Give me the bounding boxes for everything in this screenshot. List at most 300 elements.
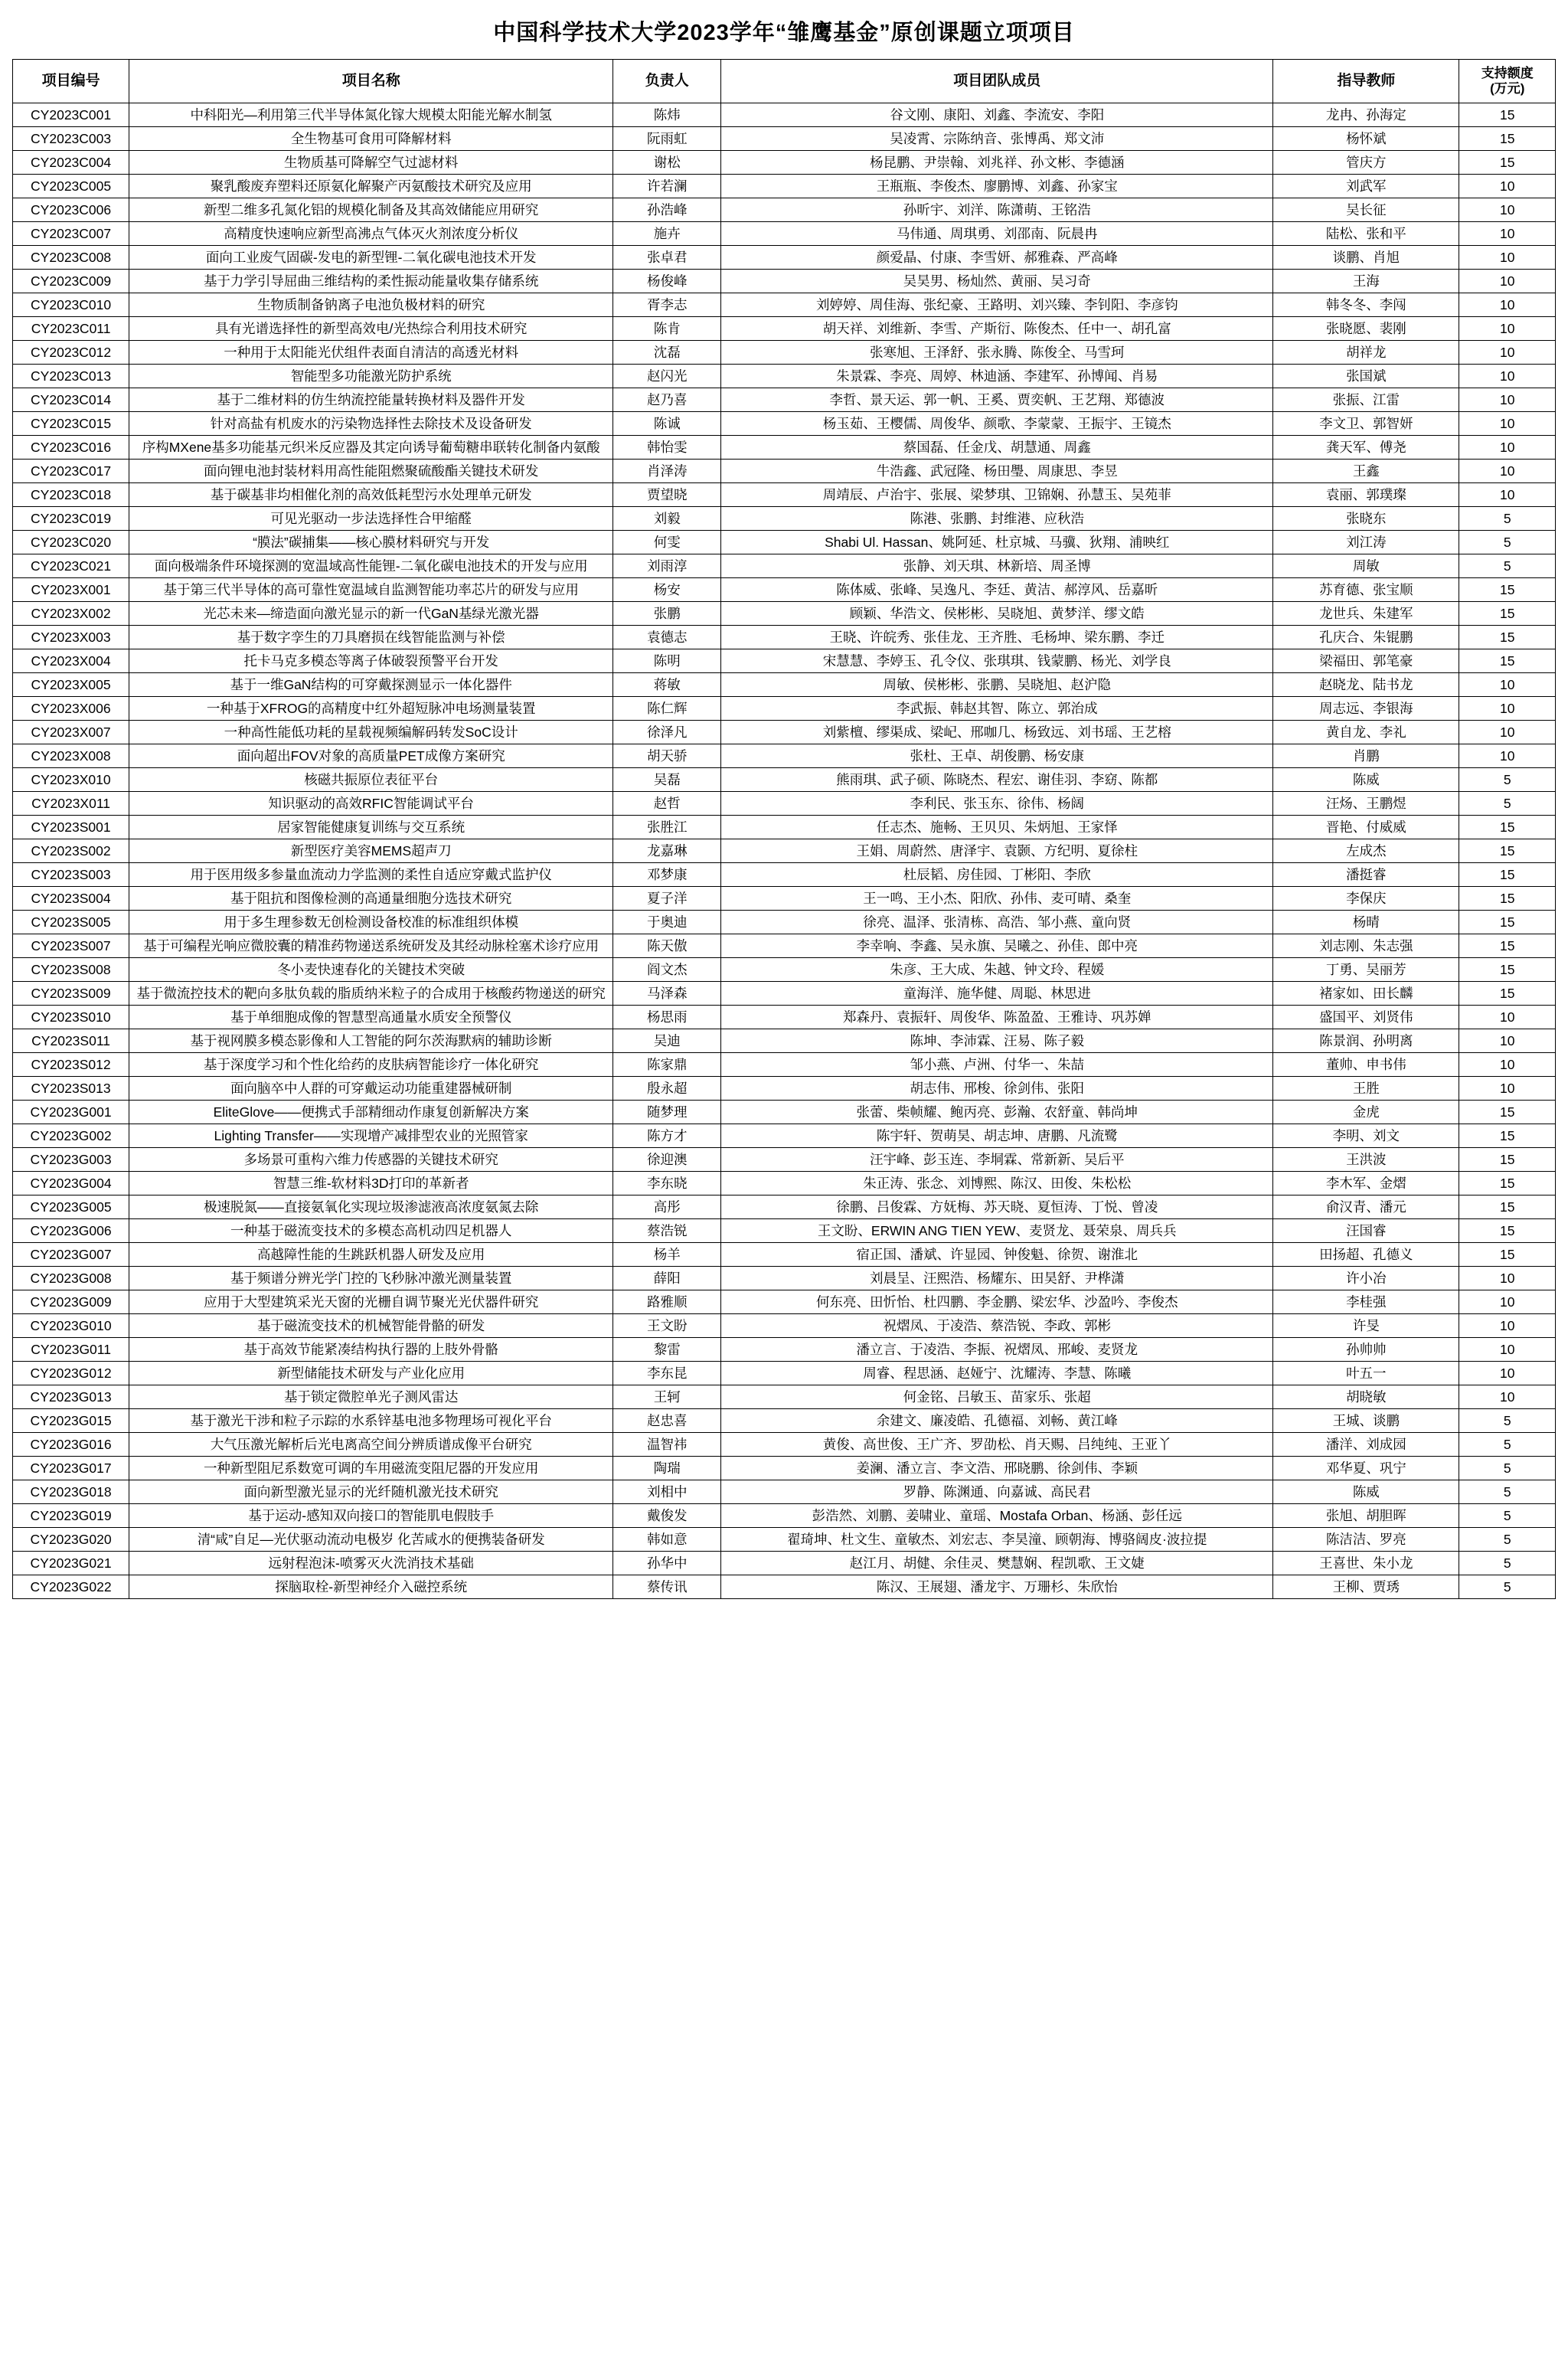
project-team: 徐鹏、吕俊霖、方妩梅、苏天晓、夏恒涛、丁悦、曾凌 <box>721 1195 1273 1219</box>
project-name: 聚乳酸废弃塑料还原氨化解聚产丙氨酸技术研究及应用 <box>129 175 613 198</box>
project-leader: 阮雨虹 <box>613 127 721 151</box>
project-code: CY2023G007 <box>13 1243 129 1267</box>
project-team: 王文盼、ERWIN ANG TIEN YEW、麦贤龙、聂荣泉、周兵兵 <box>721 1219 1273 1243</box>
project-amount: 15 <box>1459 578 1556 602</box>
project-team: 李武振、韩赵其智、陈立、郭治成 <box>721 697 1273 721</box>
table-row <box>13 744 1556 768</box>
table-row <box>13 1362 1556 1385</box>
project-name: 可见光驱动一步法选择性合甲缩醛 <box>129 507 613 531</box>
project-leader: 温智祎 <box>613 1433 721 1457</box>
project-amount: 5 <box>1459 1504 1556 1528</box>
project-name: 核磁共振原位表征平台 <box>129 768 613 792</box>
project-amount: 10 <box>1459 697 1556 721</box>
project-amount: 15 <box>1459 1148 1556 1172</box>
project-leader: 陈天傲 <box>613 934 721 958</box>
table-row <box>13 1219 1556 1243</box>
project-mentor: 盛国平、刘贤伟 <box>1273 1006 1459 1029</box>
project-leader: 赵乃喜 <box>613 388 721 412</box>
project-mentor: 龚天军、傅尧 <box>1273 436 1459 460</box>
project-name: 居家智能健康复训练与交互系统 <box>129 816 613 839</box>
project-amount: 15 <box>1459 1101 1556 1124</box>
project-mentor: 胡祥龙 <box>1273 341 1459 365</box>
project-code: CY2023X006 <box>13 697 129 721</box>
table-row <box>13 1148 1556 1172</box>
project-team: 周敏、侯彬彬、张鹏、吴晓旭、赵沪隐 <box>721 673 1273 697</box>
project-leader: 随梦理 <box>613 1101 721 1124</box>
project-code: CY2023C004 <box>13 151 129 175</box>
table-row <box>13 293 1556 317</box>
project-name: 探脑取栓-新型神经介入磁控系统 <box>129 1575 613 1599</box>
project-amount: 10 <box>1459 1385 1556 1409</box>
project-mentor: 梁福田、郭笔豪 <box>1273 649 1459 673</box>
table-row <box>13 388 1556 412</box>
project-mentor: 杨晴 <box>1273 911 1459 934</box>
project-team: 周睿、程思涵、赵娅宁、沈耀涛、李慧、陈曦 <box>721 1362 1273 1385</box>
project-leader: 王轲 <box>613 1385 721 1409</box>
table-body <box>13 103 1556 1599</box>
project-code: CY2023C012 <box>13 341 129 365</box>
project-leader: 孙华中 <box>613 1552 721 1575</box>
project-code: CY2023S011 <box>13 1029 129 1053</box>
project-name: 基于微流控技术的靶向多肽负载的脂质纳米粒子的合成用于核酸药物递送的研究 <box>129 982 613 1006</box>
project-name: 面向超出FOV对象的高质量PET成像方案研究 <box>129 744 613 768</box>
project-amount: 15 <box>1459 887 1556 911</box>
project-team: 赵江月、胡健、余佳灵、樊慧娴、程凯歌、王文婕 <box>721 1552 1273 1575</box>
project-team: 颜爱晶、付康、李雪妍、郝雅森、严高峰 <box>721 246 1273 270</box>
project-mentor: 王海 <box>1273 270 1459 293</box>
project-mentor: 胡晓敏 <box>1273 1385 1459 1409</box>
project-leader: 李东晓 <box>613 1172 721 1195</box>
project-amount: 5 <box>1459 1409 1556 1433</box>
table-row <box>13 1433 1556 1457</box>
table-row <box>13 246 1556 270</box>
project-name: 智慧三维-软材料3D打印的革新者 <box>129 1172 613 1195</box>
project-name: 一种新型阻尼系数宽可调的车用磁流变阻尼器的开发应用 <box>129 1457 613 1480</box>
project-code: CY2023S005 <box>13 911 129 934</box>
project-team: 何金铭、吕敏玉、苗家乐、张超 <box>721 1385 1273 1409</box>
table-row <box>13 958 1556 982</box>
project-team: 宿正国、潘斌、许显园、钟俊魁、徐贺、谢淮北 <box>721 1243 1273 1267</box>
column-header-mentor: 指导教师 <box>1273 60 1459 103</box>
project-amount: 15 <box>1459 911 1556 934</box>
table-row <box>13 792 1556 816</box>
project-code: CY2023S010 <box>13 1006 129 1029</box>
table-row <box>13 1172 1556 1195</box>
project-amount: 5 <box>1459 768 1556 792</box>
project-leader: 徐泽凡 <box>613 721 721 744</box>
project-mentor: 张晓东 <box>1273 507 1459 531</box>
project-mentor: 黄自龙、李礼 <box>1273 721 1459 744</box>
project-name: Lighting Transfer——实现增产减排型农业的光照管家 <box>129 1124 613 1148</box>
project-leader: 袁德志 <box>613 626 721 649</box>
project-code: CY2023G005 <box>13 1195 129 1219</box>
project-mentor: 左成杰 <box>1273 839 1459 863</box>
project-mentor: 王胜 <box>1273 1077 1459 1101</box>
project-team: 刘晨呈、汪熙浩、杨耀东、田昊舒、尹桦潇 <box>721 1267 1273 1290</box>
project-name: 基于一维GaN结构的可穿戴探测显示一体化器件 <box>129 673 613 697</box>
project-code: CY2023G004 <box>13 1172 129 1195</box>
project-mentor: 陈洁洁、罗亮 <box>1273 1528 1459 1552</box>
table-row <box>13 839 1556 863</box>
project-mentor: 王城、谈鹏 <box>1273 1409 1459 1433</box>
project-mentor: 陆松、张和平 <box>1273 222 1459 246</box>
project-name: 全生物基可食用可降解材料 <box>129 127 613 151</box>
project-mentor: 孔庆合、朱锟鹏 <box>1273 626 1459 649</box>
project-amount: 15 <box>1459 934 1556 958</box>
project-code: CY2023X008 <box>13 744 129 768</box>
project-name: 光芯未来—缔造面向激光显示的新一代GaN基绿光激光器 <box>129 602 613 626</box>
table-row <box>13 1338 1556 1362</box>
table-row <box>13 1480 1556 1504</box>
project-team: 任志杰、施畅、王贝贝、朱炳旭、王家怿 <box>721 816 1273 839</box>
project-leader: 贾望晓 <box>613 483 721 507</box>
project-amount: 10 <box>1459 1029 1556 1053</box>
project-team: 陈坤、李沛霖、汪易、陈子毅 <box>721 1029 1273 1053</box>
project-leader: 龙嘉琳 <box>613 839 721 863</box>
project-name: 多场景可重构六维力传感器的关键技术研究 <box>129 1148 613 1172</box>
project-leader: 高彤 <box>613 1195 721 1219</box>
table-row <box>13 1006 1556 1029</box>
project-mentor: 肖鹏 <box>1273 744 1459 768</box>
table-row <box>13 1504 1556 1528</box>
project-amount: 10 <box>1459 270 1556 293</box>
project-team: 王一鸣、王小杰、阳欣、孙伟、麦可晴、桑奎 <box>721 887 1273 911</box>
project-team: 谷文刚、康阳、刘鑫、李流安、李阳 <box>721 103 1273 127</box>
project-leader: 陈诚 <box>613 412 721 436</box>
project-code: CY2023C001 <box>13 103 129 127</box>
table-row <box>13 1290 1556 1314</box>
project-team: 马伟通、周琪勇、刘邵南、阮晨冉 <box>721 222 1273 246</box>
project-mentor: 汪炀、王鹏煜 <box>1273 792 1459 816</box>
project-name: 一种高性能低功耗的星载视频编解码转发SoC设计 <box>129 721 613 744</box>
table-row <box>13 1243 1556 1267</box>
project-amount: 5 <box>1459 554 1556 578</box>
project-name: 冬小麦快速春化的关键技术突破 <box>129 958 613 982</box>
project-leader: 何雯 <box>613 531 721 554</box>
project-code: CY2023G008 <box>13 1267 129 1290</box>
project-mentor: 王柳、贾琇 <box>1273 1575 1459 1599</box>
project-mentor: 晋艳、付威威 <box>1273 816 1459 839</box>
project-amount: 5 <box>1459 1552 1556 1575</box>
table-row <box>13 222 1556 246</box>
project-code: CY2023X011 <box>13 792 129 816</box>
project-team: 彭浩然、刘鹏、姜啸业、童瑶、Mostafa Orban、杨涵、彭任远 <box>721 1504 1273 1528</box>
project-leader: 陈肯 <box>613 317 721 341</box>
project-amount: 10 <box>1459 246 1556 270</box>
table-row <box>13 1124 1556 1148</box>
project-mentor: 俞汉青、潘元 <box>1273 1195 1459 1219</box>
table-row <box>13 1101 1556 1124</box>
project-amount: 10 <box>1459 222 1556 246</box>
project-code: CY2023S004 <box>13 887 129 911</box>
project-code: CY2023C005 <box>13 175 129 198</box>
project-leader: 张胜江 <box>613 816 721 839</box>
project-code: CY2023S002 <box>13 839 129 863</box>
project-amount: 10 <box>1459 1267 1556 1290</box>
project-leader: 蒋敏 <box>613 673 721 697</box>
project-mentor: 李保庆 <box>1273 887 1459 911</box>
table-row <box>13 483 1556 507</box>
table-row <box>13 697 1556 721</box>
project-team: 李利民、张玉东、徐伟、杨阔 <box>721 792 1273 816</box>
table-header <box>13 60 1556 103</box>
project-name: 高越障性能的生跳跃机器人研发及应用 <box>129 1243 613 1267</box>
project-team: 胡天祥、刘维新、李雪、产斯衍、陈俊杰、任中一、胡孔富 <box>721 317 1273 341</box>
project-code: CY2023G009 <box>13 1290 129 1314</box>
project-leader: 路雅顺 <box>613 1290 721 1314</box>
project-mentor: 丁勇、吴丽芳 <box>1273 958 1459 982</box>
project-team: 陈宇轩、贺萌昊、胡志坤、唐鹏、凡流鹭 <box>721 1124 1273 1148</box>
project-name: 用于医用级多参量血流动力学监测的柔性自适应穿戴式监护仪 <box>129 863 613 887</box>
project-amount: 15 <box>1459 1219 1556 1243</box>
project-name: 基于力学引导屈曲三维结构的柔性振动能量收集存储系统 <box>129 270 613 293</box>
project-name: 基于视网膜多模态影像和人工智能的阿尔茨海默病的辅助诊断 <box>129 1029 613 1053</box>
project-mentor: 李明、刘文 <box>1273 1124 1459 1148</box>
table-row <box>13 768 1556 792</box>
project-leader: 张鹏 <box>613 602 721 626</box>
project-team: 何东亮、田忻怡、杜四鹏、李金鹏、梁宏华、沙盈吟、李俊杰 <box>721 1290 1273 1314</box>
project-mentor: 王鑫 <box>1273 460 1459 483</box>
project-name: 新型医疗美容MEMS超声刀 <box>129 839 613 863</box>
project-name: 基于阻抗和图像检测的高通量细胞分选技术研究 <box>129 887 613 911</box>
project-amount: 15 <box>1459 982 1556 1006</box>
project-amount: 10 <box>1459 1077 1556 1101</box>
project-team: 汪宇峰、彭玉连、李垌霖、常新新、吴后平 <box>721 1148 1273 1172</box>
project-name: 面向极端条件环境探测的宽温域高性能锂-二氧化碳电池技术的开发与应用 <box>129 554 613 578</box>
project-team: 李哲、景天运、郭一帆、王奚、贾奕帆、王艺翔、郑德波 <box>721 388 1273 412</box>
project-leader: 陈炜 <box>613 103 721 127</box>
project-leader: 刘雨淳 <box>613 554 721 578</box>
project-name: 基于二维材料的仿生纳流控能量转换材料及器件开发 <box>129 388 613 412</box>
project-team: 郑森丹、袁振轩、周俊华、陈盈盈、王雅诗、巩苏婵 <box>721 1006 1273 1029</box>
project-name: 应用于大型建筑采光天窗的光栅自调节聚光光伏器件研究 <box>129 1290 613 1314</box>
project-amount: 15 <box>1459 649 1556 673</box>
project-team: 蔡国磊、任金戊、胡慧通、周鑫 <box>721 436 1273 460</box>
project-table <box>12 59 1556 1599</box>
project-mentor: 周志远、李银海 <box>1273 697 1459 721</box>
project-amount: 5 <box>1459 507 1556 531</box>
project-team: 黄俊、高世俊、王广齐、罗劭松、肖天赐、吕纯纯、王亚丫 <box>721 1433 1273 1457</box>
project-amount: 10 <box>1459 744 1556 768</box>
project-code: CY2023X002 <box>13 602 129 626</box>
project-mentor: 杨怀斌 <box>1273 127 1459 151</box>
project-amount: 10 <box>1459 317 1556 341</box>
table-row <box>13 1029 1556 1053</box>
table-row <box>13 721 1556 744</box>
project-team: 杨昆鹏、尹崇翰、刘兆祥、孙文彬、李德涵 <box>721 151 1273 175</box>
project-leader: 肖泽涛 <box>613 460 721 483</box>
project-mentor: 陈威 <box>1273 1480 1459 1504</box>
project-leader: 刘相中 <box>613 1480 721 1504</box>
project-team: 杨玉茹、王樱儒、周俊华、颜歌、李蒙蒙、王振宇、王镜杰 <box>721 412 1273 436</box>
project-amount: 10 <box>1459 293 1556 317</box>
project-team: 牛浩鑫、武冠隆、杨田璺、周康思、李昱 <box>721 460 1273 483</box>
project-amount: 10 <box>1459 1006 1556 1029</box>
project-code: CY2023G017 <box>13 1457 129 1480</box>
project-name: EliteGlove——便携式手部精细动作康复创新解决方案 <box>129 1101 613 1124</box>
project-leader: 吴迪 <box>613 1029 721 1053</box>
project-amount: 10 <box>1459 460 1556 483</box>
table-row <box>13 1528 1556 1552</box>
project-leader: 赵哲 <box>613 792 721 816</box>
project-name: 基于磁流变技术的机械智能骨骼的研发 <box>129 1314 613 1338</box>
project-name: 一种用于太阳能光伏组件表面自清洁的高透光材料 <box>129 341 613 365</box>
table-row <box>13 934 1556 958</box>
table-row <box>13 602 1556 626</box>
table-row <box>13 554 1556 578</box>
project-name: 基于深度学习和个性化给药的皮肤病智能诊疗一体化研究 <box>129 1053 613 1077</box>
column-header-team: 项目团队成员 <box>721 60 1273 103</box>
project-amount: 10 <box>1459 483 1556 507</box>
project-leader: 于奥迪 <box>613 911 721 934</box>
project-amount: 10 <box>1459 412 1556 436</box>
column-header-leader: 负责人 <box>613 60 721 103</box>
project-amount: 5 <box>1459 1575 1556 1599</box>
project-leader: 张卓君 <box>613 246 721 270</box>
table-row <box>13 1267 1556 1290</box>
project-code: CY2023C013 <box>13 365 129 388</box>
project-name: 大气压激光解析后光电离高空间分辨质谱成像平台研究 <box>129 1433 613 1457</box>
project-name: “膜法”碳捕集——核心膜材料研究与开发 <box>129 531 613 554</box>
project-leader: 韩如意 <box>613 1528 721 1552</box>
column-header-amount-line1: 支持额度 <box>1481 66 1534 80</box>
project-amount: 10 <box>1459 721 1556 744</box>
project-team: 祝熠凤、于凌浩、蔡浩锐、李政、郭彬 <box>721 1314 1273 1338</box>
project-mentor: 李木军、金熠 <box>1273 1172 1459 1195</box>
project-team: 杜辰韬、房佳园、丁彬阳、李欣 <box>721 863 1273 887</box>
project-code: CY2023X001 <box>13 578 129 602</box>
project-name: 知识驱动的高效RFIC智能调试平台 <box>129 792 613 816</box>
project-leader: 施卉 <box>613 222 721 246</box>
table-row <box>13 982 1556 1006</box>
project-name: 生物质基可降解空气过滤材料 <box>129 151 613 175</box>
project-amount: 15 <box>1459 863 1556 887</box>
project-mentor: 董帅、申书伟 <box>1273 1053 1459 1077</box>
project-name: 用于多生理参数无创检测设备校准的标准组织体模 <box>129 911 613 934</box>
table-row <box>13 1314 1556 1338</box>
project-leader: 李东昆 <box>613 1362 721 1385</box>
project-amount: 10 <box>1459 388 1556 412</box>
project-code: CY2023G006 <box>13 1219 129 1243</box>
project-leader: 赵忠喜 <box>613 1409 721 1433</box>
project-code: CY2023C007 <box>13 222 129 246</box>
table-row <box>13 365 1556 388</box>
project-amount: 15 <box>1459 626 1556 649</box>
project-amount: 15 <box>1459 958 1556 982</box>
project-team: 朱正涛、张念、刘博熙、陈汉、田俊、朱松松 <box>721 1172 1273 1195</box>
project-team: 陈汉、王展翅、潘龙宇、万珊杉、朱欣怡 <box>721 1575 1273 1599</box>
project-team: 徐亮、温泽、张清栋、高浩、邹小燕、童向贤 <box>721 911 1273 934</box>
project-name: 一种基于XFROG的高精度中红外超短脉冲电场测量装置 <box>129 697 613 721</box>
project-code: CY2023G012 <box>13 1362 129 1385</box>
project-mentor: 赵晓龙、陆书龙 <box>1273 673 1459 697</box>
header-row <box>13 60 1556 103</box>
project-team: 王娟、周蔚然、唐泽宇、袁颢、方纪明、夏徐柱 <box>721 839 1273 863</box>
project-code: CY2023X010 <box>13 768 129 792</box>
table-row <box>13 151 1556 175</box>
project-leader: 戴俊发 <box>613 1504 721 1528</box>
project-name: 清“咸”自足—光伏驱动流动电极岁 化苦咸水的便携装备研发 <box>129 1528 613 1552</box>
project-amount: 15 <box>1459 1172 1556 1195</box>
project-mentor: 刘武军 <box>1273 175 1459 198</box>
page-title: 中国科学技术大学2023学年“雏鹰基金”原创课题立项项目 <box>493 21 1075 45</box>
project-code: CY2023G022 <box>13 1575 129 1599</box>
project-code: CY2023G003 <box>13 1148 129 1172</box>
project-code: CY2023C008 <box>13 246 129 270</box>
project-name: 基于碳基非均相催化剂的高效低耗型污水处理单元研发 <box>129 483 613 507</box>
project-team: 张杜、王卓、胡俊鹏、杨安康 <box>721 744 1273 768</box>
project-mentor: 陈威 <box>1273 768 1459 792</box>
project-leader: 孙浩峰 <box>613 198 721 222</box>
project-mentor: 张晓愿、裴刚 <box>1273 317 1459 341</box>
table-row <box>13 1195 1556 1219</box>
project-mentor: 田扬超、孔德义 <box>1273 1243 1459 1267</box>
project-amount: 15 <box>1459 1243 1556 1267</box>
project-amount: 10 <box>1459 1290 1556 1314</box>
table-row <box>13 1552 1556 1575</box>
project-mentor: 汪国睿 <box>1273 1219 1459 1243</box>
column-header-amount-line2: (万元) <box>1490 81 1525 96</box>
project-leader: 胥李志 <box>613 293 721 317</box>
project-code: CY2023S001 <box>13 816 129 839</box>
project-leader: 陈家鼎 <box>613 1053 721 1077</box>
table-row <box>13 198 1556 222</box>
project-leader: 王文盼 <box>613 1314 721 1338</box>
project-code: CY2023G015 <box>13 1409 129 1433</box>
project-code: CY2023C015 <box>13 412 129 436</box>
project-team: 张寒旭、王泽舒、张永腾、陈俊全、马雪珂 <box>721 341 1273 365</box>
project-leader: 胡天骄 <box>613 744 721 768</box>
project-mentor: 管庆方 <box>1273 151 1459 175</box>
project-mentor: 韩冬冬、李闯 <box>1273 293 1459 317</box>
project-mentor: 李文卫、郭智妍 <box>1273 412 1459 436</box>
project-leader: 吴磊 <box>613 768 721 792</box>
project-team: 周靖辰、卢治宇、张展、梁梦琪、卫锦娴、孙慧玉、吴苑菲 <box>721 483 1273 507</box>
project-team: 宋慧慧、李婷玉、孔令仪、张琪琪、钱蒙鹏、杨光、刘学良 <box>721 649 1273 673</box>
project-team: 顾颖、华浩文、侯彬彬、吴晓旭、黄梦洋、缪文皓 <box>721 602 1273 626</box>
project-code: CY2023C019 <box>13 507 129 531</box>
project-amount: 5 <box>1459 1480 1556 1504</box>
project-leader: 马泽森 <box>613 982 721 1006</box>
project-code: CY2023S003 <box>13 863 129 887</box>
project-mentor: 张振、江雷 <box>1273 388 1459 412</box>
project-code: CY2023C021 <box>13 554 129 578</box>
project-leader: 陈明 <box>613 649 721 673</box>
project-mentor: 龙世兵、朱建军 <box>1273 602 1459 626</box>
column-header-code: 项目编号 <box>13 60 129 103</box>
project-team: 王瓶瓶、李俊杰、廖鹏博、刘鑫、孙家宝 <box>721 175 1273 198</box>
project-amount: 10 <box>1459 341 1556 365</box>
project-amount: 15 <box>1459 151 1556 175</box>
project-code: CY2023G010 <box>13 1314 129 1338</box>
table-row <box>13 436 1556 460</box>
project-name: 生物质制备钠离子电池负极材料的研究 <box>129 293 613 317</box>
project-name: 高精度快速响应新型高沸点气体灭火剂浓度分析仪 <box>129 222 613 246</box>
project-code: CY2023G021 <box>13 1552 129 1575</box>
project-amount: 5 <box>1459 1433 1556 1457</box>
project-name: 极速脱氮——直接氨氧化实现垃圾渗滤液高浓度氨氮去除 <box>129 1195 613 1219</box>
table-row <box>13 412 1556 436</box>
table-row <box>13 460 1556 483</box>
project-mentor: 孙帅帅 <box>1273 1338 1459 1362</box>
project-team: 胡志伟、邢梭、徐剑伟、张阳 <box>721 1077 1273 1101</box>
table-row <box>13 507 1556 531</box>
project-amount: 15 <box>1459 1124 1556 1148</box>
project-name: 面向锂电池封装材料用高性能阻燃聚硫酸酯关键技术研发 <box>129 460 613 483</box>
table-row <box>13 1457 1556 1480</box>
project-amount: 10 <box>1459 365 1556 388</box>
project-amount: 10 <box>1459 175 1556 198</box>
